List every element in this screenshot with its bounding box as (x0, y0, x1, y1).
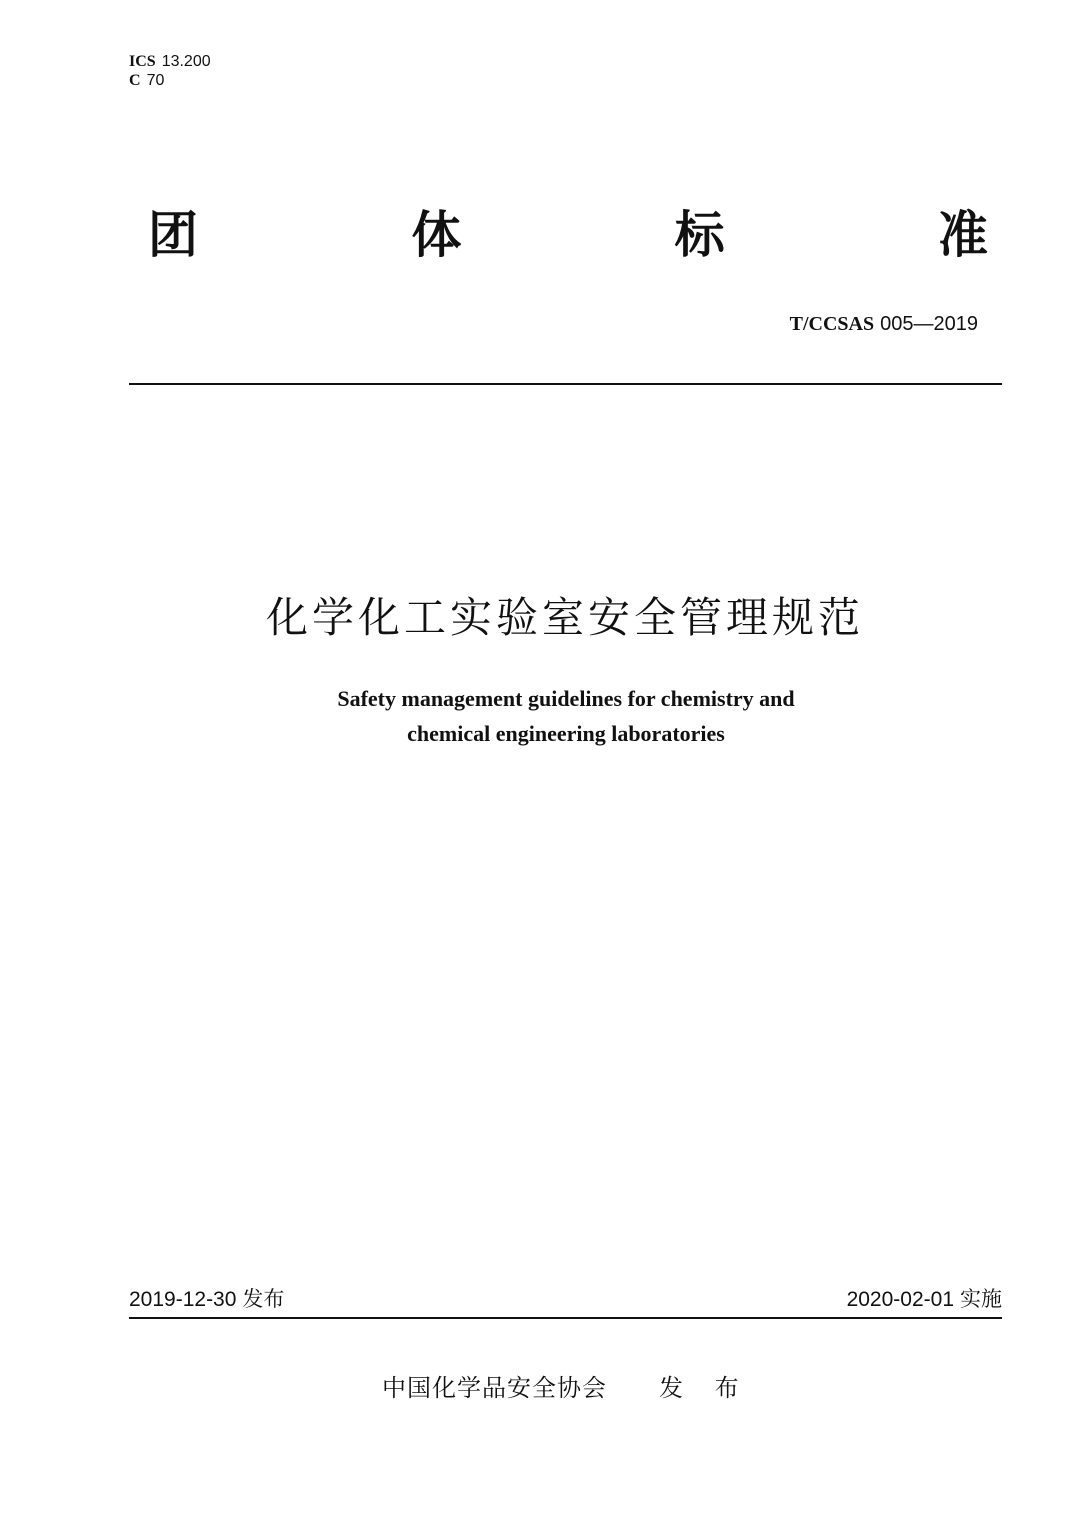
ccs-value: 70 (146, 72, 165, 89)
title-chinese: 化学化工实验室安全管理规范 (265, 593, 864, 642)
ics-code (129, 52, 211, 71)
standard-code-prefix: T/CCSAS (789, 313, 875, 335)
publisher-action: 发 布 (659, 1374, 751, 1402)
standard-code-number: 005—2019 (880, 313, 978, 335)
standard-type-char: 体 (411, 206, 462, 264)
title-english-line1: Safety management guidelines for chemistry and (337, 686, 795, 711)
title-english-line2: chemical engineering laboratories (407, 721, 725, 746)
implementation-date (847, 1285, 1002, 1314)
publisher-name: 中国化学品安全协会 (382, 1374, 607, 1402)
issue-date-label: 发布 (242, 1287, 285, 1311)
ics-value: 13.200 (161, 53, 211, 70)
issue-date (129, 1285, 284, 1314)
implementation-date-label: 实施 (960, 1287, 1002, 1311)
issue-date-value: 2019-12-30 (129, 1288, 237, 1311)
standard-type-char: 准 (937, 206, 988, 264)
footer-divider (129, 1317, 1002, 1319)
standard-type-heading (148, 205, 988, 265)
standard-code (790, 310, 978, 337)
ics-label: ICS (129, 53, 156, 70)
implementation-date-value: 2020-02-01 (846, 1288, 954, 1311)
ccs-label: C (129, 72, 141, 89)
publisher (382, 1372, 751, 1404)
standard-type-char: 标 (674, 206, 725, 264)
header-divider (129, 383, 1002, 385)
standard-type-char: 团 (148, 206, 198, 264)
ccs-code (129, 71, 164, 90)
